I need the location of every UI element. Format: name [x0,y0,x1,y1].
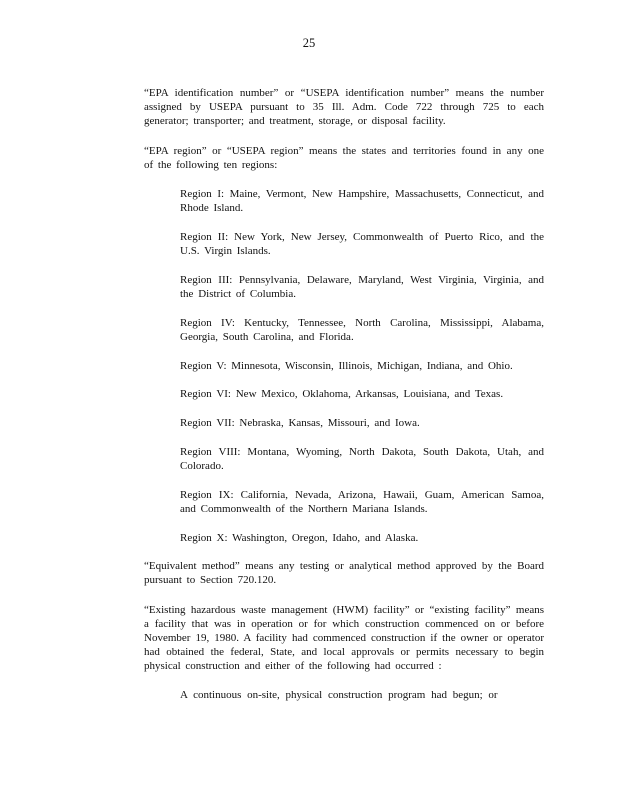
region-item: Region X: Washington, Oregon, Idaho, and Alaska. [180,531,419,544]
region-item: Region VIII: Montana, Wyoming, North Dakota, South Dakota, Utah, and Colorado. [180,445,544,472]
definition-epa-region: “EPA region” or “USEPA region” means the states and territories found in any one of the following ten regions: [144,144,544,171]
region-item: Region IX: California, Nevada, Arizona, Hawaii, Guam, American Samoa, and Commonwealth of the Northern Mariana Islands. [180,488,544,515]
definition-epa-identification-number: “EPA identification number” or “USEPA identification number” means the number assigned by USEPA pursuant to 35 Ill. Adm. Code 722 through 725 to each generator; transporter; and treatment, storage, or disposal facility. [144,87,544,128]
page-number: 25 [302,36,316,50]
region-item: Region IV: Kentucky, Tennessee, North Carolina, Mississippi, Alabama, Georgia, South Carolina, and Florida. [180,316,544,343]
existing-facility-item: A continuous on-site, physical construction program had begun; or [180,688,498,701]
region-list [144,187,544,545]
definition-equivalent-method: “Equivalent method” means any testing or analytical method approved by the Board pursuant to Section 720.120. [144,560,544,587]
definition-existing-facility: “Existing hazardous waste management (HWM) facility” or “existing facility” means a facility that was in operation or for which construction commenced on or before November 19, 1980. A facility had commenced construction if the owner or operator had obtained the federal, State, and local approvals or permits necessary to begin physical construction and either of the following had occurred : [144,603,544,673]
region-item: Region VII: Nebraska, Kansas, Missouri, and Iowa. [180,417,420,430]
region-item: Region V: Minnesota, Wisconsin, Illinois, Michigan, Indiana, and Ohio. [180,359,513,372]
page-content [144,86,544,702]
region-item: Region III: Pennsylvania, Delaware, Maryland, West Virginia, Virginia, and the District of Columbia. [180,273,544,301]
region-item: Region II: New York, New Jersey, Commonwealth of Puerto Rico, and the U.S. Virgin Islands. [180,230,544,258]
region-item: Region I: Maine, Vermont, New Hampshire, Massachusetts, Connecticut, and Rhode Island. [180,188,544,215]
region-item: Region VI: New Mexico, Oklahoma, Arkansas, Louisiana, and Texas. [180,388,504,401]
